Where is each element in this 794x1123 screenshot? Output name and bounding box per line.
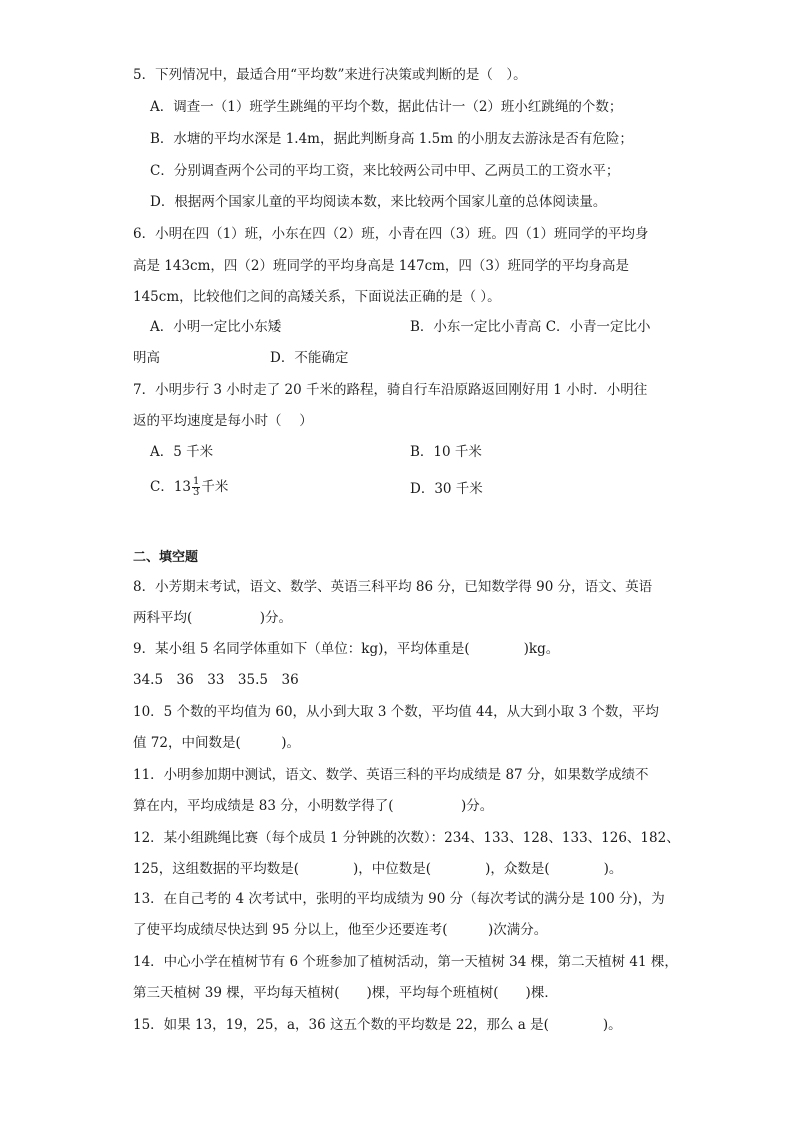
q6-line-3: 145cm，比较他们之间的高矮关系，下面说法正确的是（ ）。 xyxy=(133,289,501,305)
q9-line-1: 9．某小组 5 名同学体重如下（单位：kg)，平均体重是( )kg。 xyxy=(133,641,560,657)
fraction-numerator: 1 xyxy=(193,476,200,487)
q13-line-2: 了使平均成绩尽快达到 95 分以上，他至少还要连考( )次满分。 xyxy=(133,922,548,938)
q5-stem: 5．下列情况中，最适合用“平均数”来进行决策或判断的是（ ）。 xyxy=(133,67,527,83)
q8-line-2: 两科平均( )分。 xyxy=(133,610,293,626)
q6-option-bc: B．小东一定比小青高 C．小青一定比小 xyxy=(410,319,651,335)
q10-line-1: 10．5 个数的平均值为 60，从小到大取 3 个数，平均值 44，从大到小取 3 个数，平均 xyxy=(133,704,659,720)
q9-data: 34.5 36 33 35.5 36 xyxy=(133,672,299,688)
q7-option-b: B．10 千米 xyxy=(410,444,482,460)
fraction xyxy=(192,477,200,498)
q5-option-b: B．水塘的平均水深是 1.4m，据此判断身高 1.5m 的小朋友去游泳是否有危险； xyxy=(150,131,633,147)
q5-option-a: A．调查一（1）班学生跳绳的平均个数，据此估计一（2）班小红跳绳的个数； xyxy=(150,99,623,115)
q8-line-1: 8．小芳期末考试，语文、数学、英语三科平均 86 分，已知数学得 90 分，语文、英语 xyxy=(133,579,653,595)
q6-line-1: 6．小明在四（1）班，小东在四（2）班，小青在四（3）班。四（1）班同学的平均身 xyxy=(133,226,649,242)
section-title: 二、填空题 xyxy=(133,550,199,565)
q6-option-d: D．不能确定 xyxy=(270,350,349,366)
q7-option-c xyxy=(150,477,228,498)
q7-option-c-prefix: C．13 xyxy=(150,479,192,495)
q11-line-1: 11．小明参加期中测试，语文、数学、英语三科的平均成绩是 87 分，如果数学成绩不 xyxy=(133,767,649,783)
q7-line-1: 7．小明步行 3 小时走了 20 千米的路程，骑自行车沿原路返回刚好用 1 小时．小明往 xyxy=(133,382,648,398)
q15-line-1: 15．如果 13，19，25，a，36 这五个数的平均数是 22，那么 a 是( )。 xyxy=(133,1017,622,1033)
q5-option-d: D．根据两个国家儿童的平均阅读本数，来比较两个国家儿童的总体阅读量。 xyxy=(150,194,607,210)
q11-line-2: 算在内，平均成绩是 83 分，小明数学得了( )分。 xyxy=(133,798,494,814)
q6-line-2: 高是 143cm，四（2）班同学的平均身高是 147cm，四（3）班同学的平均身高是 xyxy=(133,258,630,274)
q6-option-cont: 明高 xyxy=(133,350,160,366)
q12-line-1: 12．某小组跳绳比赛（每个成员 1 分钟跳的次数）：234、133、128、133、126、182、 xyxy=(133,830,680,846)
q7-option-a: A．5 千米 xyxy=(150,444,214,460)
q12-line-2: 125，这组数据的平均数是( )，中位数是( )，众数是( )。 xyxy=(133,861,623,877)
q7-line-2: 返的平均速度是每小时（ ） xyxy=(133,413,313,429)
q5-option-c: C．分别调查两个公司的平均工资，来比较两公司中甲、乙两员工的工资水平； xyxy=(150,163,620,179)
q7-option-c-suffix: 千米 xyxy=(201,479,229,495)
q6-option-a: A．小明一定比小东矮 xyxy=(150,319,282,335)
q7-option-d: D．30 千米 xyxy=(410,481,483,497)
fraction-denominator: 3 xyxy=(193,487,200,498)
q14-line-2: 第三天植树 39 棵，平均每天植树( )棵，平均每个班植树( )棵． xyxy=(133,985,558,1001)
q13-line-1: 13．在自己考的 4 次考试中，张明的平均成绩为 90 分（每次考试的满分是 100 分)，为 xyxy=(133,891,665,907)
q14-line-1: 14．中心小学在植树节有 6 个班参加了植树活动，第一天植树 34 棵，第二天植树 41 棵， xyxy=(133,954,678,970)
q10-line-2: 值 72，中间数是( )。 xyxy=(133,735,301,751)
